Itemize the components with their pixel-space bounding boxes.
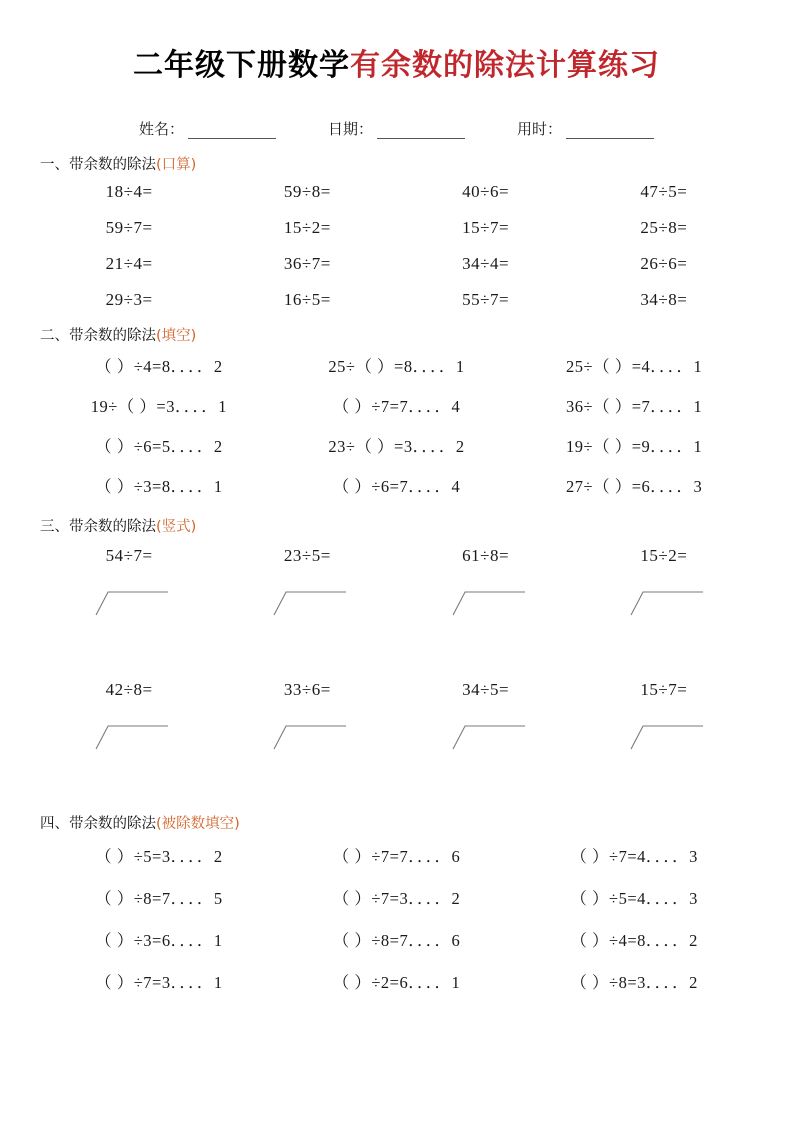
vertical-problem-expression[interactable]: 23÷5= xyxy=(283,546,331,565)
problem-item[interactable]: （ ）÷4=8．．．．2 xyxy=(570,931,698,950)
long-division-bracket-icon xyxy=(272,590,348,616)
vertical-work-area[interactable] xyxy=(218,590,396,652)
problem-item[interactable]: （ ）÷7=7．．．．6 xyxy=(332,847,461,866)
vertical-problem xyxy=(218,680,396,790)
problem-item[interactable]: 15÷7= xyxy=(462,218,510,237)
date-input-blank[interactable] xyxy=(377,124,465,139)
problem-item[interactable]: （ ）÷7=7．．．．4 xyxy=(332,397,461,416)
vertical-problem xyxy=(575,546,753,656)
problem-item[interactable]: 19÷（ ）=9．．．．1 xyxy=(566,437,703,456)
section-two-problems xyxy=(40,353,753,497)
problem-item[interactable]: （ ）÷5=3．．．．2 xyxy=(95,847,223,866)
problem-item[interactable]: 36÷（ ）=7．．．．1 xyxy=(566,397,703,416)
problem-item[interactable]: 55÷7= xyxy=(462,290,510,309)
vertical-problem-expression[interactable]: 54÷7= xyxy=(105,546,153,565)
page-title-black: 二年级下册数学 xyxy=(133,48,350,83)
long-division-bracket-icon xyxy=(451,724,527,750)
section-three-row-two xyxy=(40,680,753,790)
problem-item[interactable]: 25÷（ ）=4．．．．1 xyxy=(566,357,703,376)
section-two-close-paren: ) xyxy=(190,328,197,344)
problem-item[interactable]: 27÷（ ）=6．．．．3 xyxy=(566,477,703,496)
problem-item[interactable]: 47÷5= xyxy=(640,182,688,201)
vertical-work-area[interactable] xyxy=(397,590,575,652)
vertical-problem-expression[interactable]: 34÷5= xyxy=(462,680,510,699)
problem-item[interactable]: （ ）÷7=3．．．．2 xyxy=(332,889,461,908)
section-one-open-paren: ( xyxy=(156,157,162,173)
section-four-heading xyxy=(40,812,753,833)
problem-item[interactable]: （ ）÷5=4．．．．3 xyxy=(570,889,698,908)
section-three-close-paren: ) xyxy=(190,519,197,535)
problem-item[interactable]: （ ）÷3=8．．．．1 xyxy=(95,477,223,496)
long-division-bracket-icon xyxy=(94,590,170,616)
section-three-row-one xyxy=(40,546,753,656)
problem-item[interactable]: （ ）÷8=7．．．．6 xyxy=(332,931,461,950)
vertical-work-area[interactable] xyxy=(575,590,753,652)
problem-item[interactable]: 36÷7= xyxy=(283,254,331,273)
section-one-number: 一、 xyxy=(40,157,69,173)
date-field-group xyxy=(328,118,465,139)
section-three-name: 带余数的除法 xyxy=(69,519,156,535)
time-label: 用时： xyxy=(517,120,563,138)
section-two-heading xyxy=(40,324,753,345)
section-one-problems xyxy=(40,182,753,310)
problem-item[interactable]: （ ）÷8=7．．．．5 xyxy=(95,889,223,908)
vertical-work-area[interactable] xyxy=(397,724,575,786)
section-three-open-paren: ( xyxy=(156,519,162,535)
page-title-red: 有余数的除法计算练习 xyxy=(350,48,660,83)
long-division-bracket-icon xyxy=(629,590,705,616)
date-label: 日期： xyxy=(327,120,373,138)
problem-item[interactable]: 21÷4= xyxy=(105,254,153,273)
problem-item[interactable]: 25÷（ ）=8．．．．1 xyxy=(328,357,465,376)
problem-item[interactable]: 40÷6= xyxy=(462,182,510,201)
problem-item[interactable]: （ ）÷4=8．．．．2 xyxy=(95,357,223,376)
vertical-work-area[interactable] xyxy=(575,724,753,786)
problem-item[interactable]: （ ）÷8=3．．．．2 xyxy=(570,973,698,992)
section-two-tag: 填空 xyxy=(161,328,191,344)
vertical-work-area[interactable] xyxy=(218,724,396,786)
problem-item[interactable]: 59÷7= xyxy=(105,218,153,237)
problem-item[interactable]: （ ）÷6=7．．．．4 xyxy=(332,477,461,496)
section-four-tag: 被除数填空 xyxy=(161,816,235,832)
vertical-problem xyxy=(218,546,396,656)
problem-item[interactable]: 59÷8= xyxy=(283,182,331,201)
vertical-problem xyxy=(40,680,218,790)
time-input-blank[interactable] xyxy=(566,124,654,139)
section-three-tag: 竖式 xyxy=(161,519,191,535)
name-input-blank[interactable] xyxy=(188,124,276,139)
section-one-name: 带余数的除法 xyxy=(69,157,156,173)
section-three-row-gap xyxy=(40,656,753,670)
section-two-name: 带余数的除法 xyxy=(69,328,156,344)
vertical-problem-expression[interactable]: 61÷8= xyxy=(462,546,510,565)
vertical-problem-expression[interactable]: 15÷7= xyxy=(640,680,688,699)
vertical-problem xyxy=(40,546,218,656)
name-field-group xyxy=(139,118,276,139)
section-four-close-paren: ) xyxy=(234,816,240,832)
problem-item[interactable]: 23÷（ ）=3．．．．2 xyxy=(328,437,465,456)
long-division-bracket-icon xyxy=(451,590,527,616)
problem-item[interactable]: 15÷2= xyxy=(283,218,331,237)
problem-item[interactable]: （ ）÷2=6．．．．1 xyxy=(332,973,461,992)
section-one-tag: 口算 xyxy=(161,157,191,173)
problem-item[interactable]: 25÷8= xyxy=(640,218,688,237)
problem-item[interactable]: （ ）÷6=5．．．．2 xyxy=(95,437,223,456)
problem-item[interactable]: 16÷5= xyxy=(283,290,331,309)
problem-item[interactable]: （ ）÷3=6．．．．1 xyxy=(95,931,223,950)
section-two-open-paren: ( xyxy=(156,328,162,344)
long-division-bracket-icon xyxy=(94,724,170,750)
problem-item[interactable]: 34÷8= xyxy=(640,290,688,309)
section-four-problems xyxy=(40,843,753,993)
vertical-problem xyxy=(575,680,753,790)
vertical-problem-expression[interactable]: 42÷8= xyxy=(105,680,153,699)
section-three-number: 三、 xyxy=(40,519,69,535)
vertical-problem xyxy=(397,680,575,790)
problem-item[interactable]: 19÷（ ）=3．．．．1 xyxy=(90,397,227,416)
vertical-problem-expression[interactable]: 33÷6= xyxy=(283,680,331,699)
vertical-problem-expression[interactable]: 15÷2= xyxy=(640,546,688,565)
problem-item[interactable]: 26÷6= xyxy=(640,254,688,273)
section-one-close-paren: ) xyxy=(190,157,197,173)
section-one-heading xyxy=(40,153,753,174)
problem-item[interactable]: 29÷3= xyxy=(105,290,153,309)
vertical-problem xyxy=(397,546,575,656)
vertical-work-area[interactable] xyxy=(40,724,218,786)
long-division-bracket-icon xyxy=(629,724,705,750)
section-four-number: 四、 xyxy=(40,816,69,832)
section-four-name: 带余数的除法 xyxy=(69,816,156,832)
vertical-work-area[interactable] xyxy=(40,590,218,652)
page-title xyxy=(40,40,753,84)
problem-item[interactable]: 18÷4= xyxy=(105,182,153,201)
section-three-heading xyxy=(40,515,753,536)
name-label: 姓名： xyxy=(138,120,184,138)
problem-item[interactable]: 34÷4= xyxy=(462,254,510,273)
problem-item[interactable]: （ ）÷7=4．．．．3 xyxy=(570,847,698,866)
time-field-group xyxy=(517,118,654,139)
student-info-row xyxy=(40,118,753,139)
section-four-open-paren: ( xyxy=(156,816,162,832)
problem-item[interactable]: （ ）÷7=3．．．．1 xyxy=(95,973,223,992)
long-division-bracket-icon xyxy=(272,724,348,750)
section-two-number: 二、 xyxy=(40,328,69,344)
